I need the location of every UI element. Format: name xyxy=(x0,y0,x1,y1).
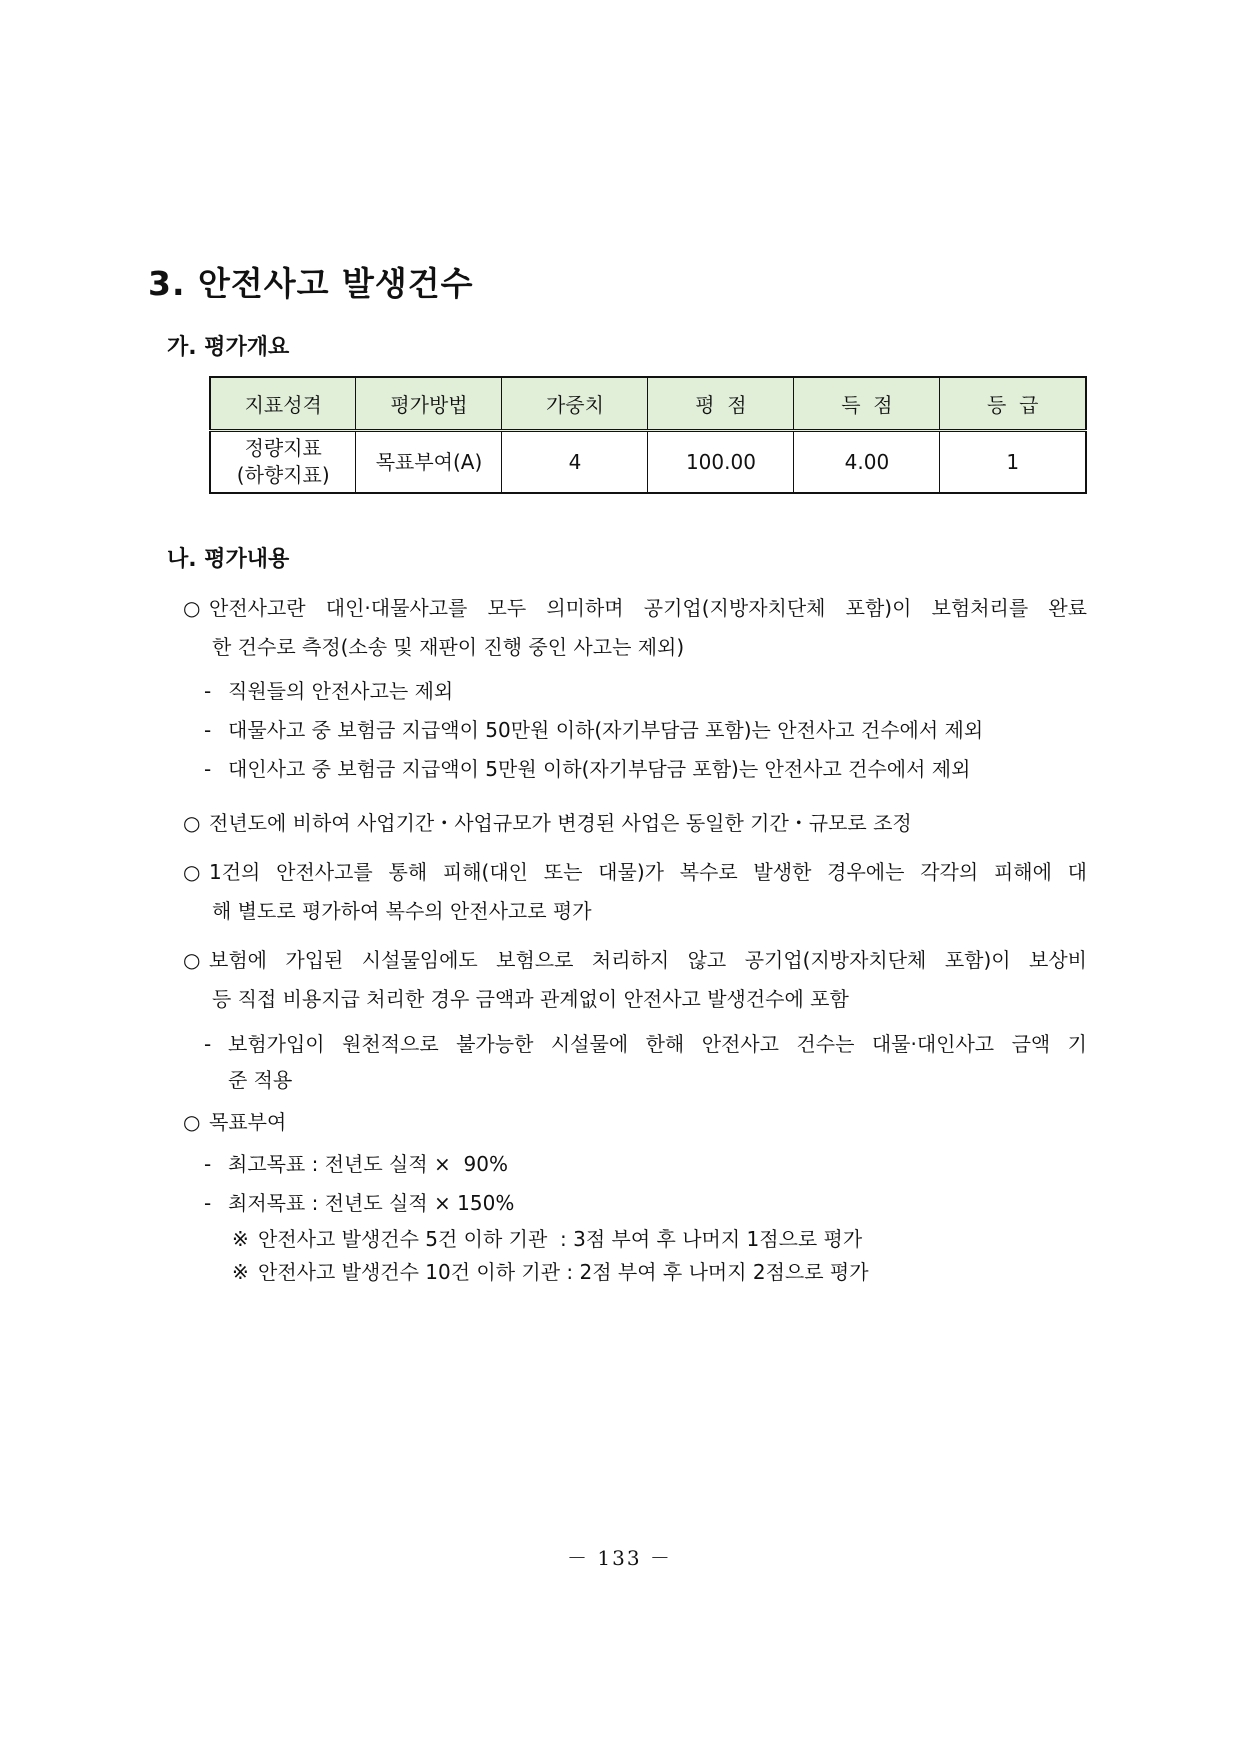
paragraph-1-line-2: 한 건수로 측정(소송 및 재판이 진행 중인 사고는 제외) xyxy=(212,635,685,659)
header-weight: 가중치 xyxy=(502,377,648,431)
paragraph-2 xyxy=(183,809,912,837)
paragraph-5-sub-1-text: 최고목표 : 전년도 실적 × 90% xyxy=(228,1152,508,1176)
paragraph-3-text-1: 1건의 안전사고를 통해 피해(대인 또는 대물)가 복수로 발생한 경우에는 각각의 피해에 대 xyxy=(209,860,1087,884)
content-heading: 나. 평가내용 xyxy=(167,547,290,572)
paragraph-4-sub-1-text-1: 보험가입이 원천적으로 불가능한 시설물에 한해 안전사고 건수는 대물·대인사고 금액 기 xyxy=(228,1032,1087,1056)
paragraph-4-sub-1-line-2: 준 적용 xyxy=(228,1068,293,1092)
paragraph-4-text-1: 보험에 가입된 시설물임에도 보험으로 처리하지 않고 공기업(지방자치단체 포함)이 보상비 xyxy=(209,948,1087,972)
paragraph-4-line-2: 등 직접 비용지급 처리한 경우 금액과 관계없이 안전사고 발생건수에 포함 xyxy=(212,987,849,1011)
circle-bullet: ○ xyxy=(183,811,201,835)
reference-mark: ※ xyxy=(232,1260,249,1284)
overview-heading: 가. 평가개요 xyxy=(167,335,290,360)
section-title: 3. 안전사고 발생건수 xyxy=(148,264,474,303)
cell-score: 4.00 xyxy=(794,431,940,494)
paragraph-1-line-1 xyxy=(183,594,1087,622)
cell-nature-line2: (하향지표) xyxy=(236,463,330,487)
paragraph-1-text-1: 안전사고란 대인·대물사고를 모두 의미하며 공기업(지방자치단체 포함)이 보험처리를 완료 xyxy=(209,596,1087,620)
page-number: － 133 － xyxy=(567,1546,672,1570)
cell-nature-line1: 정량지표 xyxy=(244,436,322,460)
paragraph-5-text: 목표부여 xyxy=(209,1110,287,1134)
paragraph-5-sub-2-text: 최저목표 : 전년도 실적 × 150% xyxy=(228,1191,515,1215)
dash-bullet: - xyxy=(204,1191,212,1215)
paragraph-2-text: 전년도에 비하여 사업기간・사업규모가 변경된 사업은 동일한 기간・규모로 조정 xyxy=(209,811,912,835)
paragraph-1-sub-3-text: 대인사고 중 보험금 지급액이 5만원 이하(자기부담금 포함)는 안전사고 건수에서 제외 xyxy=(228,757,971,781)
paragraph-1-sub-2 xyxy=(204,716,983,744)
dash-bullet: - xyxy=(204,1032,212,1056)
reference-mark: ※ xyxy=(232,1227,249,1251)
paragraph-1-sub-3 xyxy=(204,755,970,783)
header-score: 득 점 xyxy=(794,377,940,431)
cell-weight: 4 xyxy=(502,431,648,494)
paragraph-4-line-1 xyxy=(183,946,1087,974)
paragraph-5-note-1-text: 안전사고 발생건수 5건 이하 기관 : 3점 부여 후 나머지 1점으로 평가 xyxy=(258,1227,863,1251)
cell-grade: 1 xyxy=(940,431,1086,494)
header-method: 평가방법 xyxy=(356,377,502,431)
dash-bullet: - xyxy=(204,679,212,703)
overview-header-row xyxy=(210,377,1086,431)
circle-bullet: ○ xyxy=(183,596,201,620)
paragraph-5 xyxy=(183,1108,286,1136)
circle-bullet: ○ xyxy=(183,860,201,884)
cell-rating: 100.00 xyxy=(648,431,794,494)
paragraph-4-sub-1-line-1 xyxy=(204,1030,1087,1058)
circle-bullet: ○ xyxy=(183,1110,201,1134)
header-grade: 등 급 xyxy=(940,377,1086,431)
cell-method: 목표부여(A) xyxy=(356,431,502,494)
paragraph-3-line-2: 해 별도로 평가하여 복수의 안전사고로 평가 xyxy=(212,899,592,923)
paragraph-1-sub-2-text: 대물사고 중 보험금 지급액이 50만원 이하(자기부담금 포함)는 안전사고 건수에서 제외 xyxy=(228,718,984,742)
dash-bullet: - xyxy=(204,718,212,742)
cell-nature xyxy=(210,431,356,494)
header-nature: 지표성격 xyxy=(210,377,356,431)
paragraph-1-sub-1-text: 직원들의 안전사고는 제외 xyxy=(228,679,454,703)
paragraph-5-note-2 xyxy=(232,1258,869,1286)
header-rating: 평 점 xyxy=(648,377,794,431)
overview-table xyxy=(209,376,1087,494)
paragraph-1-sub-1 xyxy=(204,677,453,705)
paragraph-5-note-2-text: 안전사고 발생건수 10건 이하 기관 : 2점 부여 후 나머지 2점으로 평가 xyxy=(258,1260,869,1284)
paragraph-5-sub-2 xyxy=(204,1189,514,1217)
dash-bullet: - xyxy=(204,757,212,781)
circle-bullet: ○ xyxy=(183,948,201,972)
dash-bullet: - xyxy=(204,1152,212,1176)
paragraph-3-line-1 xyxy=(183,858,1087,886)
paragraph-5-note-1 xyxy=(232,1225,862,1253)
overview-data-row xyxy=(210,431,1086,494)
paragraph-5-sub-1 xyxy=(204,1150,508,1178)
